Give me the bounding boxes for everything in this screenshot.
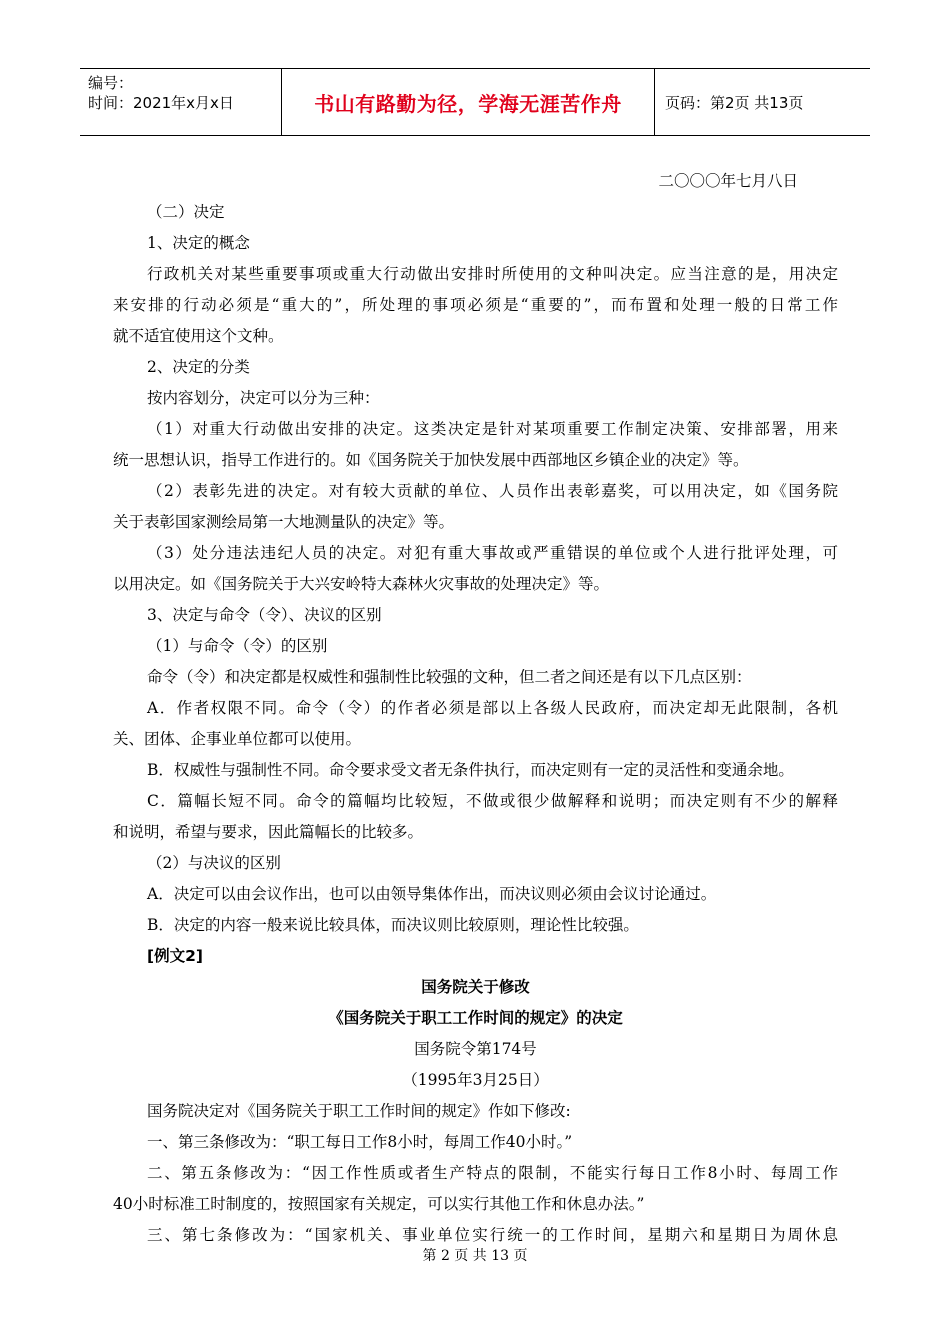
paragraph-line: 来安排的行动必须是“重大的”，所处理的事项必须是“重要的”，而布置和处理一般的日常工作 xyxy=(113,296,838,314)
time-label: 时间：2021年x月x日 xyxy=(88,94,234,112)
paragraph-line: 关、团体、企事业单位都可以使用。 xyxy=(113,730,362,748)
paragraph-line: C．篇幅长短不同。命令的篇幅均比较短，不做或很少做解释和说明；而决定则有不少的解释 xyxy=(147,792,838,810)
paragraph-line: 命令（令）和决定都是权威性和强制性比较强的文种，但二者之间还是有以下几点区别： xyxy=(147,668,752,686)
paragraph-line: 40小时标准工时制度的，按照国家有关规定，可以实行其他工作和休息办法。” xyxy=(113,1195,645,1213)
page-indicator: 页码：第2页 共13页 xyxy=(665,93,804,112)
paragraph-line: （3）处分违法违纪人员的决定。对犯有重大事故或严重错误的单位或个人进行批评处理，可 xyxy=(147,544,838,562)
example-title-line1: 国务院关于修改 xyxy=(421,978,530,996)
paragraph-line: 国务院决定对《国务院关于职工工作时间的规定》作如下修改: xyxy=(147,1102,571,1120)
paragraph-line: 一、第三条修改为：“职工每日工作8小时，每周工作40小时。” xyxy=(147,1133,573,1151)
paragraph-line: 行政机关对某些重要事项或重大行动做出安排时所使用的文种叫决定。应当注意的是，用决定 xyxy=(147,265,838,283)
header-table xyxy=(80,68,870,136)
paragraph-line: 三、第七条修改为：“国家机关、事业单位实行统一的工作时间，星期六和星期日为周休息 xyxy=(147,1226,838,1244)
paragraph-line: B．权威性与强制性不同。命令要求受文者无条件执行，而决定则有一定的灵活性和变通余地。 xyxy=(147,761,794,779)
paragraph-line: A．决定可以由会议作出，也可以由领导集体作出，而决议则必须由会议讨论通过。 xyxy=(147,885,717,903)
paragraph-line: 统一思想认识，指导工作进行的。如《国务院关于加快发展中西部地区乡镇企业的决定》等。 xyxy=(113,451,749,469)
paragraph-line: A．作者权限不同。命令（令）的作者必须是部以上各级人民政府，而决定却无此限制，各机 xyxy=(147,699,838,717)
subheading: 1、决定的概念 xyxy=(147,234,250,252)
paragraph-line: 二、第五条修改为：“因工作性质或者生产特点的限制，不能实行每日工作8小时、每周工作 xyxy=(147,1164,838,1182)
subheading: （1）与命令（令）的区别 xyxy=(147,637,328,655)
subheading: （2）与决议的区别 xyxy=(147,854,281,872)
example-label: [例文2] xyxy=(147,947,203,965)
example-title-line2: 《国务院关于职工工作时间的规定》的决定 xyxy=(328,1009,623,1027)
page-footer: 第 2 页 共 13 页 xyxy=(422,1248,528,1264)
paragraph-line: （1）对重大行动做出安排的决定。这类决定是针对某项重要工作制定决策、安排部署，用来 xyxy=(147,420,838,438)
paragraph-line: 就不适宜使用这个文种。 xyxy=(113,327,284,345)
paragraph-line: B．决定的内容一般来说比较具体，而决议则比较原则，理论性比较强。 xyxy=(147,916,639,934)
paragraph-line: （2）表彰先进的决定。对有较大贡献的单位、人员作出表彰嘉奖，可以用决定，如《国务院 xyxy=(147,482,838,500)
paragraph-line: 按内容划分，决定可以分为三种： xyxy=(147,389,380,407)
decree-date: （1995年3月25日） xyxy=(402,1071,549,1089)
subheading: 2、决定的分类 xyxy=(147,358,250,376)
paragraph-line: 关于表彰国家测绘局第一大地测量队的决定》等。 xyxy=(113,513,455,531)
date-line: 二〇〇〇年七月八日 xyxy=(658,172,798,190)
decree-number: 国务院令第174号 xyxy=(414,1040,537,1058)
header-left-cell xyxy=(80,69,282,135)
section-heading: （二）决定 xyxy=(147,203,225,221)
subheading: 3、决定与命令（令）、决议的区别 xyxy=(147,606,382,624)
paragraph-line: 以用决定。如《国务院关于大兴安岭特大森林火灾事故的处理决定》等。 xyxy=(113,575,610,593)
document-body xyxy=(113,166,838,1251)
motto: 书山有路勤为径，学海无涯苦作舟 xyxy=(282,69,655,135)
paragraph-line: 和说明，希望与要求，因此篇幅长的比较多。 xyxy=(113,823,424,841)
number-label: 编号： xyxy=(88,74,134,92)
